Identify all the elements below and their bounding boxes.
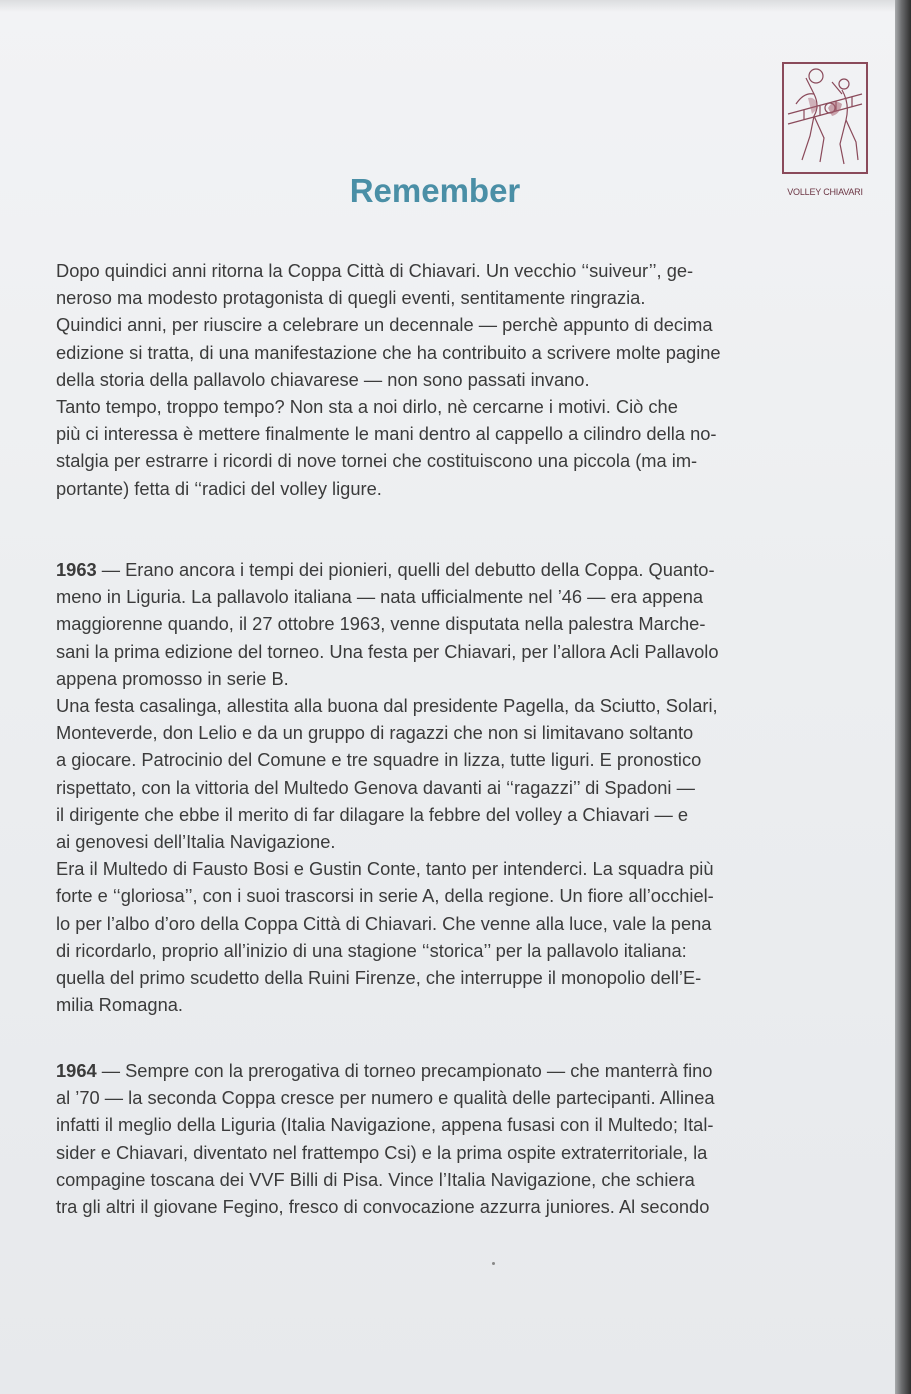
- text-line: della storia della pallavolo chiavarese — non sono passati invano.: [56, 368, 590, 390]
- text-line: il dirigente che ebbe il merito di far dilagare la febbre del volley a Chiavari — e: [56, 803, 689, 825]
- text-line: Dopo quindici anni ritorna la Coppa Città di Chiavari. Un vecchio ‘‘suiveur’’, ge-: [56, 260, 694, 281]
- speck: [492, 1262, 495, 1265]
- text-line: appena promosso in serie B.: [56, 667, 289, 689]
- text-line: edizione si tratta, di una manifestazione che ha contribuito a scrivere molte pagine: [56, 341, 721, 363]
- text-line: Quindici anni, per riuscire a celebrare un decennale — perchè appunto di decima: [56, 314, 713, 336]
- section-year: 1963: [56, 559, 97, 580]
- section-1964: [56, 1057, 828, 1220]
- text-line: Tanto tempo, troppo tempo? Non sta a noi dirlo, nè cercarne i motivi. Ciò che: [56, 396, 678, 418]
- text-line: sider e Chiavari, diventato nel frattempo Csi) e la prima ospite extraterritoriale, la: [56, 1141, 708, 1163]
- volleyball-players-logo-icon: [782, 62, 868, 174]
- text-line: forte e ‘‘gloriosa’’, con i suoi trascorsi in serie A, della regione. Un fiore all’occhiel-: [56, 885, 714, 907]
- text-line: al ’70 — la seconda Coppa cresce per numero e qualità delle partecipanti. Allinea: [56, 1087, 715, 1109]
- section-lead-text: — Erano ancora i tempi dei pionieri, quelli del debutto della Coppa. Quanto-: [96, 559, 715, 580]
- page-title: Remember: [349, 172, 521, 209]
- text-line: neroso ma modesto protagonista di quegli eventi, sentitamente ringrazia.: [56, 287, 646, 309]
- text-line: meno in Liguria. La pallavolo italiana — nata ufficialmente nel ’46 — era appena: [56, 586, 704, 608]
- text-line: lo per l’albo d’oro della Coppa Città di Chiavari. Che venne alla luce, vale la pena: [56, 912, 712, 934]
- text-line: rispettato, con la vittoria del Multedo Genova davanti ai ‘‘ragazzi’’ di Spadoni —: [56, 776, 695, 798]
- text-line: ai genovesi dell’Italia Navigazione.: [56, 831, 336, 853]
- text-line: Monteverde, don Lelio e da un gruppo di ragazzi che non si limitavano soltanto: [56, 722, 694, 744]
- text-line: infatti il meglio della Liguria (Italia Navigazione, appena fusasi con il Multedo; Ital-: [56, 1114, 714, 1136]
- text-line: stalgia per estrarre i ricordi di nove tornei che costituiscono una piccola (ma im-: [56, 450, 698, 472]
- text-line: maggiorenne quando, il 27 ottobre 1963, venne disputata nella palestra Marche-: [56, 613, 706, 635]
- section-first-line: [56, 556, 828, 583]
- panel-top-shadow: [0, 0, 895, 12]
- text-line: Una festa casalinga, allestita alla buona dal presidente Pagella, da Sciutto, Solari,: [56, 695, 718, 717]
- section-year: 1964: [56, 1060, 97, 1081]
- intro-paragraph: [56, 257, 828, 502]
- text-line: sani la prima edizione del torneo. Una festa per Chiavari, per l’allora Acli Pallavolo: [56, 640, 719, 662]
- section-first-line: [56, 1057, 828, 1084]
- section-1963: [56, 556, 828, 1018]
- text-line: portante) fetta di ‘‘radici del volley ligure.: [56, 477, 382, 499]
- text-line: milia Romagna.: [56, 994, 184, 1016]
- text-line: Era il Multedo di Fausto Bosi e Gustin Conte, tanto per intenderci. La squadra più: [56, 858, 714, 880]
- text-line: quella del primo scudetto della Ruini Firenze, che interruppe il monopolio dell’E-: [56, 967, 702, 989]
- text-line: compagine toscana dei VVF Billi di Pisa. Vince l’Italia Navigazione, che schiera: [56, 1168, 695, 1190]
- text-line: di ricordarlo, proprio all’inizio di una stagione ‘‘storica’’ per la pallavolo italiana:: [56, 939, 687, 961]
- text-line: a giocare. Patrocinio del Comune e tre squadre in lizza, tutte liguri. E pronostico: [56, 749, 702, 771]
- panel-frame-edge: [895, 0, 911, 1394]
- text-line: più ci interessa è mettere finalmente le mani dentro al cappello a cilindro della no-: [56, 423, 717, 445]
- text-line: tra gli altri il giovane Fegino, fresco di convocazione azzurra juniores. Al secondo: [56, 1196, 710, 1218]
- section-lead-text: — Sempre con la prerogativa di torneo precampionato — che manterrà fino: [96, 1060, 713, 1081]
- logo-caption: VOLLEY CHIAVARI: [787, 187, 863, 197]
